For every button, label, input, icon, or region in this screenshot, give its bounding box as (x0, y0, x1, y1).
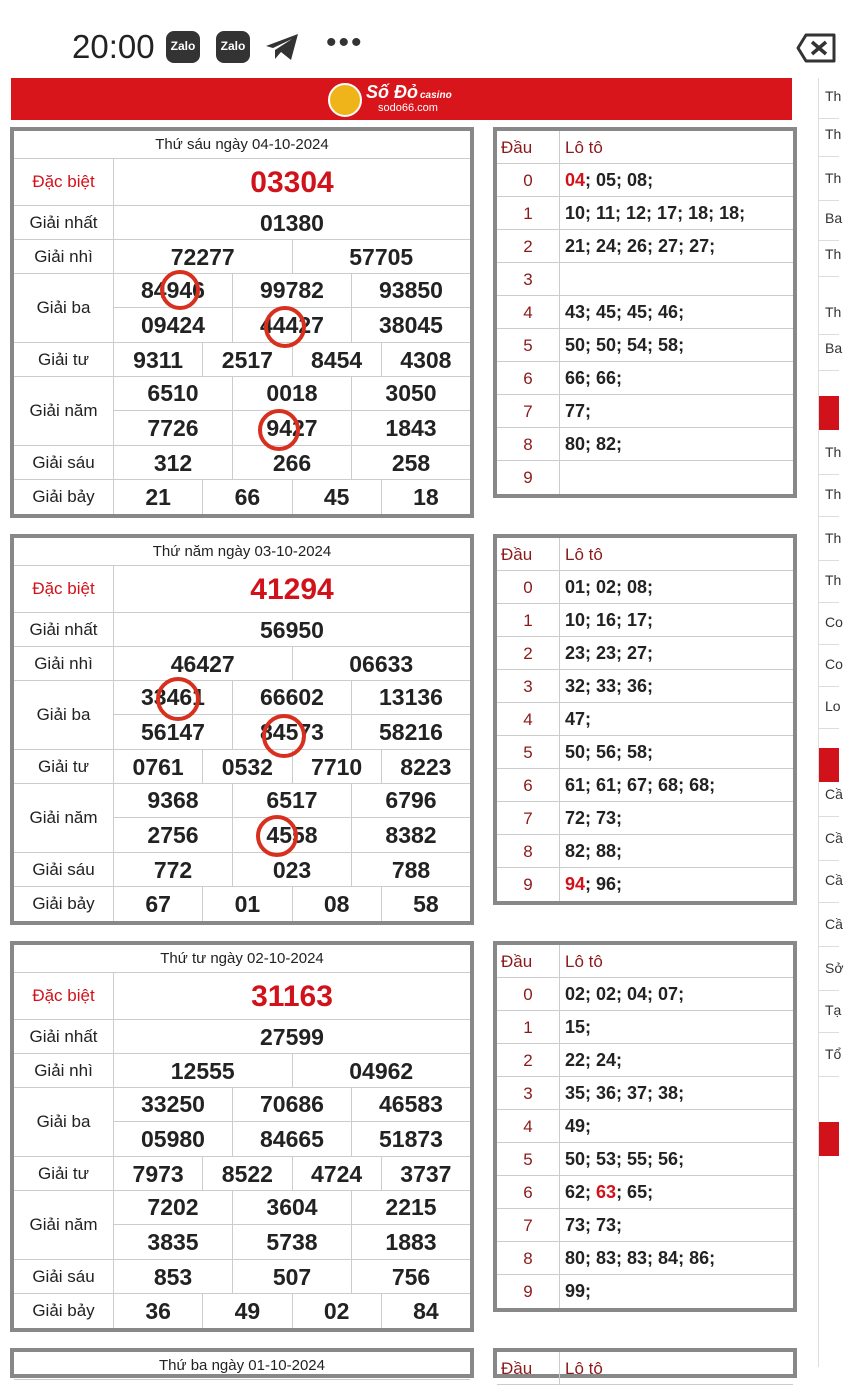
prize-number: 84 (413, 1297, 439, 1324)
loto-row (497, 296, 793, 329)
prize-row-g5 (14, 377, 470, 446)
prize-number: 13136 (379, 684, 443, 710)
prize-label: Đặc biệt (14, 159, 114, 205)
prize-number: 5738 (233, 1225, 352, 1259)
prize-number: 93850 (379, 277, 443, 303)
prize-number: 12555 (114, 1054, 293, 1088)
loto-head-digit: 2 (497, 1044, 560, 1076)
loto-head-digit: 0 (497, 571, 560, 603)
prize-number: 58 (413, 890, 439, 917)
sidebar-link[interactable]: Cầ (825, 786, 843, 802)
battery-icon (796, 32, 838, 64)
loto-values: 77; (565, 401, 592, 421)
result-date-title: Thứ năm ngày 03-10-2024 (14, 538, 470, 566)
sidebar-link[interactable]: Cầ (825, 916, 843, 932)
logo-emblem-icon (328, 83, 362, 117)
loto-head-digit: 6 (497, 1176, 560, 1208)
prize-label: Giải tư (14, 750, 114, 783)
telegram-icon (264, 32, 300, 62)
loto-values: 22; 24; (565, 1050, 623, 1070)
sidebar-link[interactable]: Th (825, 572, 842, 588)
prize-number: 6510 (114, 377, 233, 410)
prize-number: 08 (293, 887, 382, 921)
prize-label: Giải tư (14, 1157, 114, 1190)
sidebar-link[interactable]: Tổ (825, 1046, 842, 1062)
loto-row (497, 835, 793, 868)
loto-row (497, 571, 793, 604)
prize-row-g3 (14, 681, 470, 750)
prize-row-g4 (14, 750, 470, 784)
prize-row-db (14, 159, 470, 206)
prize-number: 4724 (293, 1157, 382, 1191)
prize-number: 38045 (379, 311, 443, 338)
prize-label: Giải năm (14, 784, 114, 852)
loto-table (493, 941, 797, 1312)
loto-values: 47; (565, 709, 592, 729)
prize-label: Giải sáu (14, 853, 114, 886)
loto-header: Lô tô (565, 952, 603, 971)
sidebar-link[interactable]: Lo (825, 698, 841, 714)
prize-number: 56950 (260, 616, 324, 643)
loto-values: 01; 02; 08; (565, 577, 654, 597)
prize-number: 3835 (114, 1225, 233, 1259)
loto-values: 23; 23; 27; (565, 643, 654, 663)
sidebar-section-header (819, 748, 839, 782)
prize-label: Giải ba (14, 1088, 114, 1156)
result-table (10, 534, 474, 925)
prize-number: 27599 (260, 1023, 324, 1050)
prize-number: 49 (203, 1294, 292, 1328)
loto-row (497, 164, 793, 197)
prize-number: 84573 (233, 715, 352, 749)
loto-row (497, 461, 793, 494)
loto-values: 10; 11; 12; 17; 18; 18; (565, 203, 746, 223)
dau-header: Đầu (497, 131, 560, 163)
prize-number: 66602 (233, 681, 352, 714)
loto-row (497, 1275, 793, 1308)
prize-label: Giải nhì (14, 240, 114, 273)
sidebar-link[interactable]: Co (825, 614, 843, 630)
prize-number: 8454 (293, 343, 382, 377)
prize-label: Giải năm (14, 1191, 114, 1259)
prize-number: 6796 (385, 787, 437, 813)
zalo-icon: Zalo (166, 31, 200, 63)
loto-header: Lô tô (565, 138, 603, 157)
prize-number: 8223 (400, 753, 452, 780)
zalo-icon: Zalo (216, 31, 250, 63)
loto-head-digit: 9 (497, 868, 560, 901)
loto-row (497, 230, 793, 263)
prize-number: 7726 (114, 411, 233, 445)
loto-head-digit: 0 (497, 978, 560, 1010)
sidebar-link[interactable]: Th (825, 126, 842, 142)
loto-values: 50; 53; 55; 56; (565, 1149, 685, 1169)
loto-head-digit: 5 (497, 329, 560, 361)
loto-row (497, 1011, 793, 1044)
prize-row-g5 (14, 784, 470, 853)
loto-row (497, 868, 793, 901)
loto-row (497, 670, 793, 703)
prize-row-g4 (14, 343, 470, 377)
loto-head-digit: 5 (497, 1143, 560, 1175)
prize-label: Giải nhì (14, 647, 114, 680)
prize-number: 58216 (379, 718, 443, 745)
prize-row-db (14, 973, 470, 1020)
loto-row (497, 362, 793, 395)
loto-head-digit: 6 (497, 362, 560, 394)
loto-values: 04; 05; 08; (565, 170, 654, 190)
prize-row-g6 (14, 446, 470, 480)
loto-row (497, 637, 793, 670)
loto-values: 62; 63; 65; (565, 1182, 654, 1202)
prize-row-db (14, 566, 470, 613)
loto-head-digit: 4 (497, 1110, 560, 1142)
prize-number: 1883 (385, 1228, 437, 1255)
prize-row-g1 (14, 1020, 470, 1054)
loto-head-digit: 6 (497, 769, 560, 801)
loto-table (493, 534, 797, 905)
prize-number: 3050 (385, 380, 437, 406)
prize-row-g1 (14, 206, 470, 240)
prize-number: 7202 (114, 1191, 233, 1224)
sidebar-link[interactable]: Th (825, 530, 842, 546)
prize-label: Giải nhất (14, 1020, 114, 1053)
sidebar-link[interactable]: Th (825, 304, 842, 320)
loto-row (497, 1209, 793, 1242)
prize-number: 7973 (114, 1157, 203, 1191)
prize-number: 56147 (114, 715, 233, 749)
prize-row-g7 (14, 887, 470, 921)
loto-values: 80; 83; 83; 84; 86; (565, 1248, 716, 1268)
prize-row-g2 (14, 240, 470, 274)
prize-label: Giải ba (14, 681, 114, 749)
sidebar-link[interactable]: Ba (825, 210, 843, 226)
loto-head-digit: 9 (497, 461, 560, 494)
loto-head-digit: 3 (497, 670, 560, 702)
loto-row (497, 1143, 793, 1176)
loto-values: 15; (565, 1017, 592, 1037)
prize-number: 45 (293, 480, 382, 514)
sidebar-link[interactable]: Th (825, 486, 842, 502)
logo-url: sodo66.com (378, 102, 438, 114)
prize-number: 09424 (114, 308, 233, 342)
result-table (10, 941, 474, 1332)
loto-head-digit: 7 (497, 395, 560, 427)
loto-row (497, 703, 793, 736)
special-prize-number: 03304 (250, 165, 334, 199)
prize-label: Giải nhì (14, 1054, 114, 1087)
dau-header: Đầu (497, 538, 560, 570)
prize-number: 4558 (233, 818, 352, 852)
loto-row (497, 736, 793, 769)
logo-brand: Số Đỏ casino (366, 82, 452, 102)
prize-label: Giải nhất (14, 613, 114, 646)
prize-number: 3737 (400, 1160, 452, 1187)
prize-number: 04962 (349, 1057, 414, 1084)
prize-row-g1 (14, 613, 470, 647)
loto-values: 49; (565, 1116, 592, 1136)
loto-head-digit: 9 (497, 1275, 560, 1308)
result-table (10, 127, 474, 518)
loto-row (497, 1077, 793, 1110)
prize-label: Giải sáu (14, 1260, 114, 1293)
prize-row-g5 (14, 1191, 470, 1260)
loto-values: 32; 33; 36; (565, 676, 654, 696)
loto-row (497, 1044, 793, 1077)
result-date-title: Thứ tư ngày 02-10-2024 (14, 945, 470, 973)
loto-row (497, 263, 793, 296)
prize-row-g4 (14, 1157, 470, 1191)
prize-number: 312 (114, 446, 233, 480)
loto-head-digit: 7 (497, 1209, 560, 1241)
prize-number: 7710 (293, 750, 382, 784)
prize-number: 05980 (114, 1122, 233, 1156)
prize-number: 853 (114, 1260, 233, 1294)
loto-values: 50; 50; 54; 58; (565, 335, 685, 355)
loto-head-digit: 7 (497, 802, 560, 834)
loto-head-digit: 2 (497, 637, 560, 669)
loto-head-digit: 1 (497, 604, 560, 636)
prize-number: 36 (114, 1294, 203, 1328)
loto-row (497, 769, 793, 802)
loto-values: 73; 73; (565, 1215, 623, 1235)
prize-number: 4308 (400, 346, 452, 373)
prize-number: 51873 (379, 1125, 443, 1152)
prize-label: Giải tư (14, 343, 114, 376)
prize-number: 8382 (385, 821, 437, 848)
prize-row-g2 (14, 647, 470, 681)
sidebar-link[interactable]: Th (825, 170, 842, 186)
prize-number: 66 (203, 480, 292, 514)
prize-label: Đặc biệt (14, 973, 114, 1019)
loto-values: 99; (565, 1281, 592, 1301)
prize-number: 84946 (114, 274, 233, 307)
loto-row (497, 197, 793, 230)
prize-row-g7 (14, 480, 470, 514)
sidebar-section-header (819, 1122, 839, 1156)
loto-row (497, 978, 793, 1011)
prize-number: 258 (391, 449, 431, 476)
prize-number: 507 (233, 1260, 352, 1294)
prize-row-g6 (14, 1260, 470, 1294)
prize-number: 67 (114, 887, 203, 921)
prize-number: 0532 (203, 750, 292, 784)
prize-number: 57705 (349, 243, 414, 270)
loto-row (497, 428, 793, 461)
loto-row (497, 1110, 793, 1143)
sidebar-section-header (819, 396, 839, 430)
prize-number: 266 (233, 446, 352, 480)
prize-row-g6 (14, 853, 470, 887)
right-sidebar (818, 78, 844, 1367)
result-date-title: Thứ ba ngày 01-10-2024 (14, 1352, 470, 1380)
prize-label: Giải bảy (14, 1294, 114, 1328)
prize-row-g2 (14, 1054, 470, 1088)
loto-head-digit: 1 (497, 197, 560, 229)
sidebar-link[interactable]: Sở (825, 960, 844, 976)
prize-label: Giải năm (14, 377, 114, 445)
result-date-title: Thứ sáu ngày 04-10-2024 (14, 131, 470, 159)
dau-header: Đầu (497, 1352, 560, 1384)
prize-number: 2756 (114, 818, 233, 852)
loto-head-digit: 3 (497, 1077, 560, 1109)
loto-values (560, 263, 793, 295)
loto-values (560, 461, 793, 494)
loto-row (497, 329, 793, 362)
clock: 20:00 (72, 28, 155, 65)
loto-head-digit: 8 (497, 1242, 560, 1274)
loto-row (497, 802, 793, 835)
site-logo[interactable] (328, 80, 488, 118)
prize-number: 756 (391, 1263, 431, 1290)
prize-number: 46583 (379, 1091, 443, 1117)
prize-number: 9427 (233, 411, 352, 445)
sidebar-link[interactable]: Th (825, 88, 842, 104)
prize-number: 18 (413, 483, 439, 510)
prize-number: 023 (233, 853, 352, 887)
prize-label: Đặc biệt (14, 566, 114, 612)
sidebar-link[interactable]: Tạ (825, 1002, 842, 1018)
loto-values: 02; 02; 04; 07; (565, 984, 685, 1004)
prize-number: 01380 (260, 209, 324, 236)
sidebar-link[interactable]: Cầ (825, 830, 843, 846)
sidebar-link[interactable]: Cầ (825, 872, 843, 888)
prize-number: 0018 (233, 377, 352, 410)
prize-number: 99782 (233, 274, 352, 307)
loto-head-digit: 4 (497, 296, 560, 328)
loto-head-digit: 5 (497, 736, 560, 768)
loto-head-digit: 2 (497, 230, 560, 262)
loto-row (497, 604, 793, 637)
prize-number: 72277 (114, 240, 293, 274)
prize-number: 2517 (203, 343, 292, 377)
loto-head-digit: 8 (497, 428, 560, 460)
loto-values: 43; 45; 45; 46; (565, 302, 685, 322)
banner[interactable] (11, 78, 792, 120)
loto-values: 10; 16; 17; (565, 610, 654, 630)
loto-head-digit: 8 (497, 835, 560, 867)
prize-number: 8522 (203, 1157, 292, 1191)
prize-number: 772 (114, 853, 233, 887)
prize-number: 1843 (385, 414, 437, 441)
loto-values: 72; 73; (565, 808, 623, 828)
loto-table (493, 1348, 797, 1378)
prize-number: 788 (391, 856, 431, 883)
prize-number: 44427 (233, 308, 352, 342)
loto-head-digit: 0 (497, 164, 560, 196)
special-prize-number: 41294 (250, 572, 334, 606)
loto-values: 21; 24; 26; 27; 27; (565, 236, 716, 256)
loto-values: 80; 82; (565, 434, 623, 454)
loto-head-digit: 3 (497, 263, 560, 295)
loto-values: 66; 66; (565, 368, 623, 388)
prize-number: 21 (114, 480, 203, 514)
prize-number: 33461 (114, 681, 233, 714)
loto-values: 82; 88; (565, 841, 623, 861)
prize-label: Giải bảy (14, 887, 114, 921)
prize-number: 06633 (349, 650, 414, 677)
loto-head-digit: 4 (497, 703, 560, 735)
prize-row-g3 (14, 274, 470, 343)
loto-header: Lô tô (565, 545, 603, 564)
more-icon: ••• (326, 26, 364, 59)
prize-label: Giải sáu (14, 446, 114, 479)
status-bar (0, 0, 838, 78)
prize-number: 3604 (233, 1191, 352, 1224)
prize-number: 02 (293, 1294, 382, 1328)
prize-number: 9368 (114, 784, 233, 817)
prize-number: 33250 (114, 1088, 233, 1121)
loto-table (493, 127, 797, 498)
prize-label: Giải ba (14, 274, 114, 342)
prize-row-g7 (14, 1294, 470, 1328)
loto-header: Lô tô (565, 1359, 603, 1378)
prize-number: 84665 (233, 1122, 352, 1156)
loto-values: 50; 56; 58; (565, 742, 654, 762)
sidebar-link[interactable]: Co (825, 656, 843, 672)
loto-head-digit: 1 (497, 1011, 560, 1043)
loto-values: 35; 36; 37; 38; (565, 1083, 685, 1103)
result-table (10, 1348, 474, 1378)
prize-label: Giải bảy (14, 480, 114, 514)
dau-header: Đầu (497, 945, 560, 977)
loto-values: 61; 61; 67; 68; 68; (565, 775, 716, 795)
prize-number: 01 (203, 887, 292, 921)
prize-label: Giải nhất (14, 206, 114, 239)
special-prize-number: 31163 (251, 979, 333, 1013)
sidebar-link[interactable]: Th (825, 444, 842, 460)
prize-number: 6517 (233, 784, 352, 817)
loto-values: 94; 96; (565, 874, 623, 894)
prize-number: 0761 (114, 750, 203, 784)
prize-number: 9311 (114, 343, 203, 377)
loto-row (497, 1176, 793, 1209)
sidebar-link[interactable]: Th (825, 246, 842, 262)
sidebar-link[interactable]: Ba (825, 340, 843, 356)
loto-row (497, 395, 793, 428)
prize-row-g3 (14, 1088, 470, 1157)
prize-number: 70686 (233, 1088, 352, 1121)
prize-number: 2215 (385, 1194, 437, 1220)
prize-number: 46427 (114, 647, 293, 681)
loto-row (497, 1242, 793, 1275)
